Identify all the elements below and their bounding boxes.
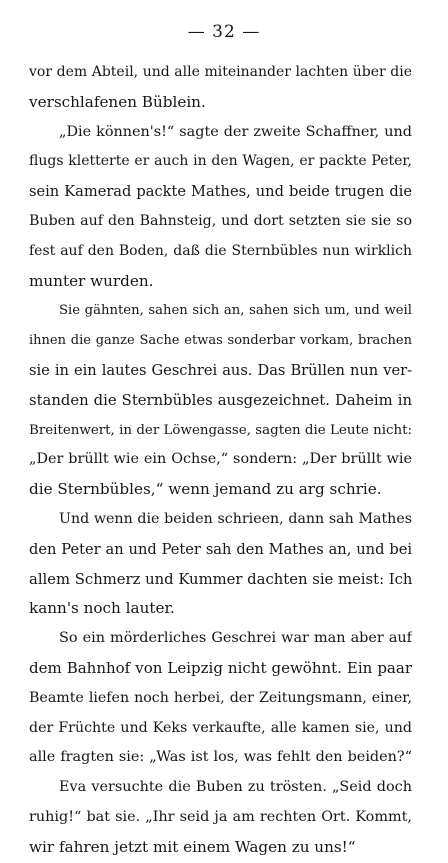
text-line: dem Bahnhof von Leipzig nicht gewöhnt. Ein paar xyxy=(29,658,412,677)
text-line: „Die können's!“ sagte der zweite Schaffner, und xyxy=(59,123,412,140)
text-line: Breitenwert, in der Löwengasse, sagten die Leute nicht: xyxy=(29,422,412,438)
text-line: alle fragten sie: „Was ist los, was fehlt den beiden?“ xyxy=(29,749,412,766)
text-line: flugs kletterte er auch in den Wagen, er packte Peter, xyxy=(29,153,412,170)
text-line: sie in ein lautes Geschrei aus. Das Brüllen nun ver- xyxy=(29,361,412,379)
text-line: allem Schmerz und Kummer dachten sie meist: Ich xyxy=(29,570,412,588)
text-line: Eva versuchte die Buben zu trösten. „Seid doch xyxy=(59,779,412,796)
text-line: kann's noch lauter. xyxy=(29,599,175,618)
text-line: verschlafenen Büblein. xyxy=(29,92,206,111)
text-line: standen die Sternbübles ausgezeichnet. Daheim in xyxy=(29,391,412,409)
text-line: Buben auf den Bahnsteig, und dort setzten sie sie so xyxy=(29,212,412,229)
text-line: Und wenn die beiden schrieen, dann sah Mathes xyxy=(59,510,412,527)
text-line: den Peter an und Peter sah den Mathes an, und bei xyxy=(29,540,412,558)
text-line: ruhig!“ bat sie. „Ihr seid ja am rechten Ort. Kommt, xyxy=(29,808,412,825)
body-text xyxy=(29,58,412,863)
page-number: — 32 — xyxy=(187,22,261,42)
text-line: die Sternbübles,“ wenn jemand zu arg schrie. xyxy=(29,480,382,499)
text-line: sein Kamerad packte Mathes, und beide trugen die xyxy=(29,183,412,201)
text-line: vor dem Abteil, und alle miteinander lachten über die xyxy=(29,64,412,80)
text-line: fest auf den Boden, daß die Sternbübles nun wirklich xyxy=(29,242,412,259)
text-line: wir fahren jetzt mit einem Wagen zu uns!“ xyxy=(29,837,356,856)
text-line: der Früchte und Keks verkaufte, alle kamen sie, und xyxy=(29,719,412,736)
text-line: So ein mörderliches Geschrei war man aber auf xyxy=(59,630,412,647)
text-line: „Der brüllt wie ein Ochse,“ sondern: „Der brüllt wie xyxy=(29,451,412,468)
text-line: munter wurden. xyxy=(29,271,154,290)
text-line: ihnen die ganze Sache etwas sonderbar vorkam, brachen xyxy=(29,333,412,349)
text-line: Beamte liefen noch herbei, der Zeitungsmann, einer, xyxy=(29,689,412,706)
text-line: Sie gähnten, sahen sich an, sahen sich um, und weil xyxy=(59,303,412,319)
